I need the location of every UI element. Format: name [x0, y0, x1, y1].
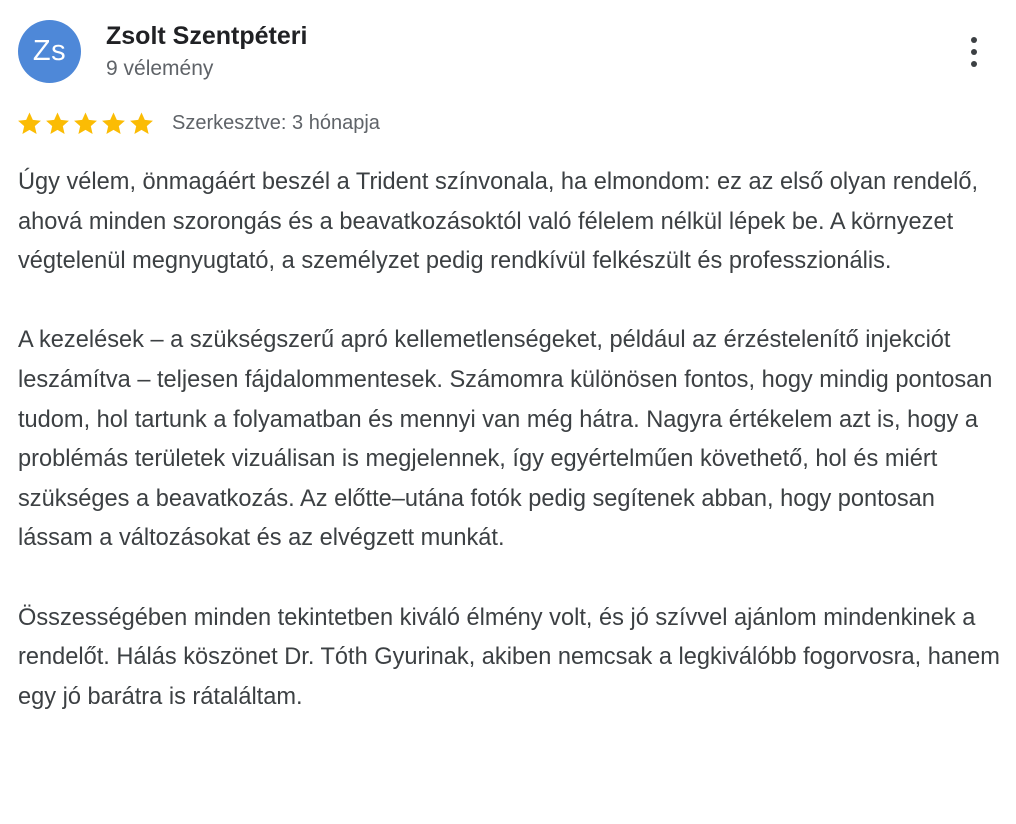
avatar[interactable]: [18, 20, 81, 83]
star-icon: [100, 110, 127, 137]
avatar-initials: Zs: [32, 35, 67, 67]
review-paragraph: Úgy vélem, önmagáért beszél a Trident színvonala, ha elmondom: ez az első olyan rendelő, ahová minden szorongás és a beavatkozásoktól való félelem nélkül lépek be. A környezet végtelenül megnyugtató, a személyzet pedig rendkívül felkészült és professzionális.: [18, 169, 979, 275]
rating-row: [16, 106, 380, 140]
review-paragraph: Összességében minden tekintetben kiváló élmény volt, és jó szívvel ajánlom mindenkinek a rendelőt. Hálás köszönet Dr. Tóth Gyurinak, akiben nemcsak a legkiválóbb fogorvosra, hanem egy jó barátra is rátaláltam.: [18, 604, 1000, 710]
star-icon: [72, 110, 99, 137]
reviewer-review-count: 9 vélemény: [106, 57, 214, 80]
star-rating: [16, 110, 155, 137]
star-icon: [128, 110, 155, 137]
star-icon: [16, 110, 43, 137]
reviewer-name[interactable]: Zsolt Szentpéteri: [106, 22, 308, 50]
review-paragraph: A kezelések – a szükségszerű apró kellemetlenségeket, például az érzéstelenítő injekciót leszámítva – teljesen fájdalommentesek. Számomra különösen fontos, hogy mindig pontosan tudom, hol tartunk a folyamatban és mennyi van még hátra. Nagyra értékelem azt is, hogy a problémás területek vizuálisan is megjelennek, így egyértelműen követhető, hol és miért szükséges a beavatkozás. Az előtte–utána fotók pedig segítenek abban, hogy pontosan lássam a változásokat és az elvégzett munkát.: [18, 327, 993, 552]
edited-timestamp: Szerkesztve: 3 hónapja: [172, 111, 380, 134]
more-options-button[interactable]: [956, 30, 992, 74]
more-vert-icon: [971, 37, 977, 43]
star-icon: [44, 110, 71, 137]
review-text: [18, 163, 1003, 717]
